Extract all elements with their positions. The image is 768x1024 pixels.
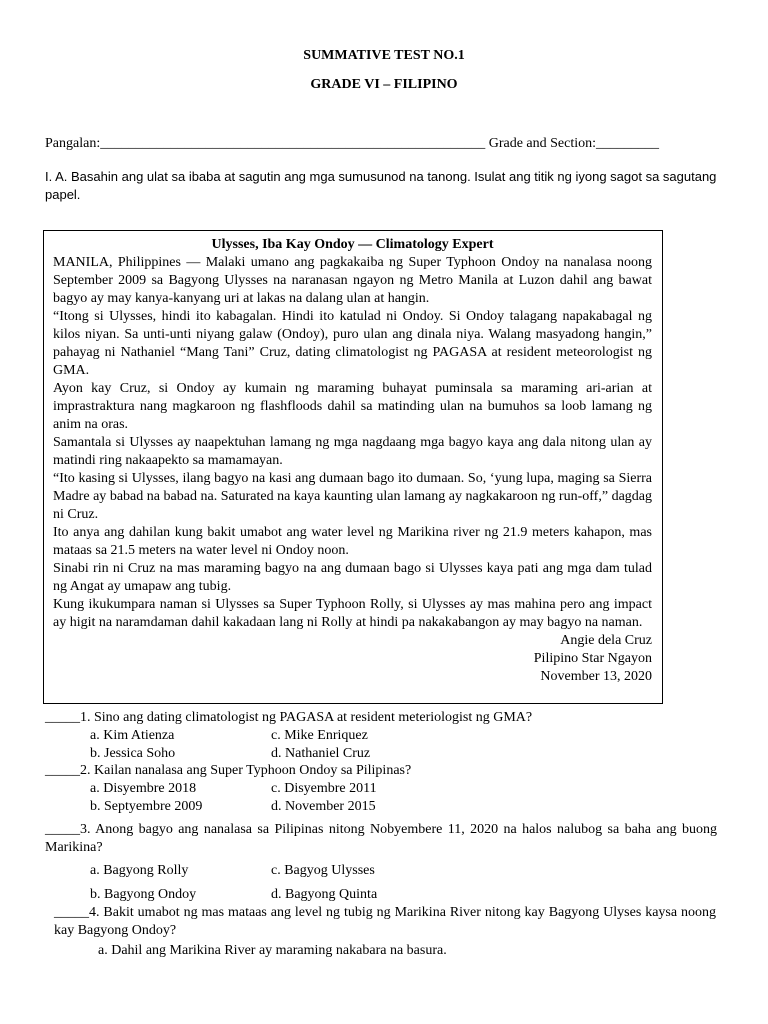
article-date: November 13, 2020	[540, 669, 652, 684]
question-3-option-d: d. Bagyong Quinta	[271, 887, 378, 902]
test-subtitle: GRADE VI – FILIPINO	[310, 77, 458, 92]
question-4: _____4. Bakit umabot ng mas mataas ang level ng tubig ng Marikina River nitong kay Bagyong Ulyses kaysa noong kay Bagyong Ondoy?	[54, 905, 716, 938]
question-1-option-d: d. Nathaniel Cruz	[271, 746, 371, 761]
article-paragraph: Kung ikukumpara naman si Ulysses sa Super Typhoon Rolly, si Ulysses ay mas mahina pero ang impact ay higit na naramdaman dahil kakadaan lang ni Rolly at hindi pa nakakabangon ay may bagyo na naman.	[53, 597, 652, 630]
question-2-option-c: c. Disyembre 2011	[271, 781, 377, 796]
question-3-option-c: c. Bagyog Ulysses	[271, 863, 375, 878]
article-paragraph: MANILA, Philippines — Malaki umano ang pagkakaiba ng Super Typhoon Ondoy na nanalasa noong September 2009 sa Bagyong Ulysses na naranasan ngayon ng Metro Manila at Luzon dahil ang bawat bagyo ay may kanya-kanyang uri at lakas na dalang ulan at hangin.	[53, 255, 652, 306]
question-3-option-b: b. Bagyong Ondoy	[90, 887, 197, 902]
instructions: I. A. Basahin ang ulat sa ibaba at sagutin ang mga sumusunod na tanong. Isulat ang titik ng iyong sagot sa sagutang papel.	[45, 169, 717, 202]
article-paragraph: Sinabi rin ni Cruz na mas maraming bagyo na ang dumaan bago si Ulysses kaya pati ang mga dam tulad ng Angat ay umapaw ang tubig.	[53, 561, 652, 594]
question-2-option-a: a. Disyembre 2018	[90, 781, 197, 796]
question-3: _____3. Anong bagyo ang nanalasa sa Pilipinas nitong Nobyembere 11, 2020 na halos nalubog sa baha ang buong Marikina?	[45, 822, 717, 855]
question-1-option-a: a. Kim Atienza	[90, 728, 175, 743]
question-2-option-b: b. Septyembre 2009	[90, 799, 203, 814]
test-title: SUMMATIVE TEST NO.1	[303, 48, 465, 63]
question-4-option-a: a. Dahil ang Marikina River ay maraming nakabara na basura.	[98, 943, 447, 958]
article-paragraph: Samantala si Ulysses ay naapektuhan lamang ng mga nagdaang mga bagyo kaya ang dala nitong ulan ay matindi ring nakaapekto sa mamamayan.	[53, 435, 652, 468]
question-3-option-a: a. Bagyong Rolly	[90, 863, 189, 878]
article-title: Ulysses, Iba Kay Ondoy — Climatology Expert	[211, 237, 494, 252]
article-paragraph: Ito anya ang dahilan kung bakit umabot ang water level ng Marikina river ng 21.9 meters kahapon, mas mataas sa 21.5 meters na water level ni Ondoy noon.	[53, 525, 652, 558]
article-paragraph: “Ito kasing si Ulysses, ilang bagyo na kasi ang dumaan bago ito dumaan. So, ‘yung lupa, maging sa Sierra Madre ay babad na babad na. Saturated na kaya kaunting ulan lamang ay nagkakaroon ng run-off,” dagdag ni Cruz.	[53, 471, 652, 522]
question-1: _____1. Sino ang dating climatologist ng PAGASA at resident meteriologist ng GMA?	[45, 710, 533, 725]
article-publication: Pilipino Star Ngayon	[533, 651, 652, 666]
name-and-section-line: Pangalan:_______________________________________________________ Grade and Section:_________	[45, 136, 660, 151]
article-box	[43, 230, 663, 704]
article-paragraph: “Itong si Ulysses, hindi ito kabagalan. Hindi ito katulad ni Ondoy. Si Ondoy talagang napakabagal ng kilos niyan. Sa unti-unti niyang galaw (Ondoy), puro ulan ang dinala niya. Walang masyadong hangin,” pahayag ni Nathaniel “Mang Tani” Cruz, dating climatologist ng PAGASA at resident meteorologist ng GMA.	[53, 309, 652, 378]
question-2: _____2. Kailan nanalasa ang Super Typhoon Ondoy sa Pilipinas?	[45, 763, 412, 778]
article-paragraph: Ayon kay Cruz, si Ondoy ay kumain ng maraming buhayat puminsala sa maraming ari-arian at imprastraktura nang magkaroon ng flashfloods dahil sa matinding ulan na bumuhos sa loob lamang ng anim na oras.	[53, 381, 652, 432]
question-2-option-d: d. November 2015	[271, 799, 376, 814]
question-1-option-c: c. Mike Enriquez	[271, 728, 368, 743]
article-author: Angie dela Cruz	[560, 633, 652, 648]
question-1-option-b: b. Jessica Soho	[90, 746, 176, 761]
